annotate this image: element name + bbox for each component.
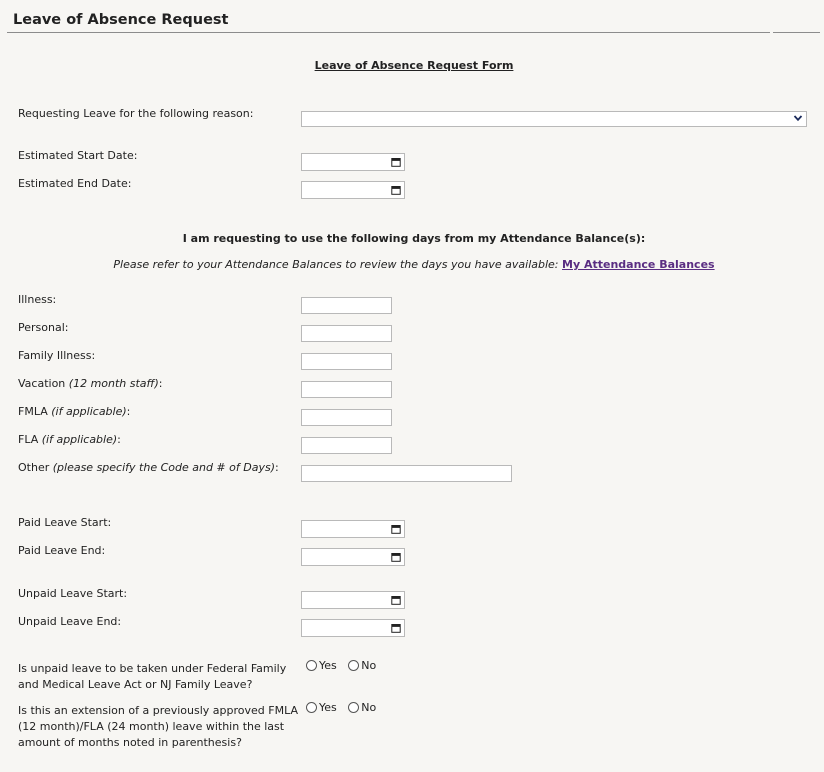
personal-label: Personal:	[18, 321, 69, 334]
extension-question: Is this an extension of a previously approved FMLA (12 month)/FLA (24 month) leave within the last amount of months noted in parenthesis?	[18, 704, 298, 749]
estimated-end-date-input[interactable]	[301, 181, 405, 199]
fmla-yes-option[interactable]: Yes	[306, 659, 337, 672]
calendar-icon[interactable]	[391, 595, 401, 605]
illness-label: Illness:	[18, 293, 57, 306]
estimated-start-label: Estimated Start Date:	[18, 149, 138, 162]
calendar-icon[interactable]	[391, 524, 401, 534]
fmla-question-options	[306, 659, 384, 674]
reason-label: Requesting Leave for the following reason:	[18, 107, 254, 120]
reason-select[interactable]	[301, 111, 807, 127]
page-title: Leave of Absence Request	[13, 12, 229, 28]
family-illness-label: Family Illness:	[18, 349, 96, 362]
fla-label: FLA (if applicable):	[18, 433, 121, 446]
fmla-label: FMLA (if applicable):	[18, 405, 131, 418]
title-divider	[7, 32, 770, 33]
paid-leave-start-date-input[interactable]	[301, 520, 405, 538]
refer-text: Please refer to your Attendance Balances to review the days you have available:	[113, 258, 559, 271]
unpaid-leave-start-label: Unpaid Leave Start:	[18, 587, 128, 600]
extension-no-option[interactable]: No	[348, 701, 376, 714]
form-heading: Leave of Absence Request Form	[314, 59, 514, 72]
extension-yes-option[interactable]: Yes	[306, 701, 337, 714]
fmla-input[interactable]	[301, 409, 392, 426]
unpaid-leave-end-label: Unpaid Leave End:	[18, 615, 122, 628]
fla-input[interactable]	[301, 437, 392, 454]
my-attendance-balances-link[interactable]: My Attendance Balances	[562, 258, 715, 271]
family-illness-input[interactable]	[301, 353, 392, 370]
vacation-label: Vacation (12 month staff):	[18, 377, 163, 390]
estimated-start-date-input[interactable]	[301, 153, 405, 171]
calendar-icon[interactable]	[391, 552, 401, 562]
paid-leave-start-label: Paid Leave Start:	[18, 516, 112, 529]
personal-input[interactable]	[301, 325, 392, 342]
title-divider-right	[773, 32, 820, 33]
paid-leave-end-label: Paid Leave End:	[18, 544, 106, 557]
fmla-question: Is unpaid leave to be taken under Federal Family and Medical Leave Act or NJ Family Leave?	[18, 662, 287, 691]
chevron-down-icon	[793, 113, 803, 123]
unpaid-leave-start-date-input[interactable]	[301, 591, 405, 609]
fmla-yes-radio[interactable]	[306, 660, 317, 671]
estimated-end-label: Estimated End Date:	[18, 177, 132, 190]
calendar-icon[interactable]	[391, 157, 401, 167]
vacation-input[interactable]	[301, 381, 392, 398]
other-input[interactable]	[301, 465, 512, 482]
paid-leave-end-date-input[interactable]	[301, 548, 405, 566]
calendar-icon[interactable]	[391, 623, 401, 633]
fmla-no-radio[interactable]	[348, 660, 359, 671]
extension-no-radio[interactable]	[348, 702, 359, 713]
extension-question-options	[306, 701, 384, 716]
calendar-icon[interactable]	[391, 185, 401, 195]
other-label: Other (please specify the Code and # of Days):	[18, 461, 279, 474]
balances-refer-text	[0, 258, 824, 271]
balances-heading: I am requesting to use the following days from my Attendance Balance(s):	[182, 232, 646, 245]
fmla-no-option[interactable]: No	[348, 659, 376, 672]
unpaid-leave-end-date-input[interactable]	[301, 619, 405, 637]
extension-yes-radio[interactable]	[306, 702, 317, 713]
illness-input[interactable]	[301, 297, 392, 314]
